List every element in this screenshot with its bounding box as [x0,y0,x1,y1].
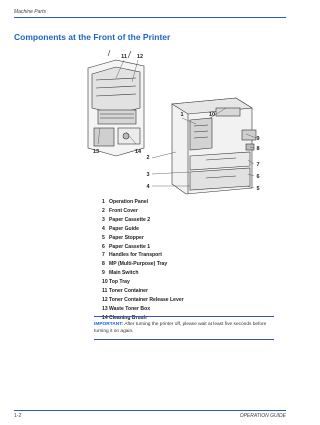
callout-4: 4 [146,184,150,190]
note-label: IMPORTANT: [94,322,124,327]
callout-1: 1 [180,112,184,118]
toner-detail-drawing [88,50,144,156]
list-item [102,207,184,216]
part-label: Paper Stopper [109,234,144,241]
part-number: 2 [102,207,105,214]
note-text: After turning the printer off, please wait at least five seconds before turning it on again. [94,322,267,334]
callout-13: 13 [92,149,100,155]
part-label: Paper Cassette 1 [109,243,151,250]
callout-8: 8 [256,146,260,152]
footer-rule [14,410,286,411]
list-item [102,225,184,234]
part-number: 6 [102,243,105,250]
part-label: Paper Cassette 2 [109,216,151,223]
part-number: 14 [102,314,108,321]
part-label: Top Tray [109,279,130,286]
list-item [102,278,184,287]
part-number: 8 [102,261,105,268]
part-label: Toner Container Release Lever [109,296,184,303]
callout-14: 14 [134,149,142,155]
callout-6: 6 [256,174,260,180]
printer-illustration [86,48,266,198]
list-item [102,287,184,296]
guide-title: OPERATION GUIDE [239,413,286,419]
part-label: Cleaning Brush [109,314,147,321]
part-label: Front Cover [109,207,138,214]
callout-3: 3 [146,172,150,178]
part-number: 1 [102,199,105,205]
callout-9: 9 [256,136,260,142]
part-label: Paper Guide [109,225,140,232]
list-item [102,305,184,314]
part-number: 7 [102,252,105,259]
part-number: 12 [102,296,108,303]
list-item [102,251,184,260]
part-number: 10 [102,279,108,286]
part-label: Waste Toner Box [109,305,151,312]
part-number: 9 [102,270,105,277]
part-label: MP (Multi-Purpose) Tray [109,261,168,268]
part-number: 4 [102,225,105,232]
part-number: 5 [102,234,105,241]
part-number: 11 [102,288,108,295]
list-item [102,269,184,278]
callout-7: 7 [256,162,260,168]
header-rule [14,17,286,18]
part-label: Main Switch [109,270,139,277]
part-label: Handles for Transport [109,252,162,259]
list-item [102,216,184,225]
list-item [102,296,184,305]
note-rule-top [94,316,274,317]
page-title: Components at the Front of the Printer [14,32,171,42]
part-number: 3 [102,216,105,223]
callout-10: 10 [208,112,216,118]
callout-11: 11 [121,54,127,60]
list-item [102,198,184,207]
callout-5: 5 [256,186,260,192]
list-item [102,260,184,269]
page-number: 1-2 [14,413,22,419]
part-number: 13 [102,305,108,312]
parts-list [102,198,184,323]
important-note [94,321,276,335]
list-item [102,234,184,243]
callout-2: 2 [146,155,150,161]
note-rule-bottom [94,339,274,340]
callout-12: 12 [136,54,144,60]
part-label: Operation Panel [109,199,149,205]
list-item [102,243,184,252]
part-label: Toner Container [109,288,148,295]
running-header: Machine Parts [14,9,46,15]
